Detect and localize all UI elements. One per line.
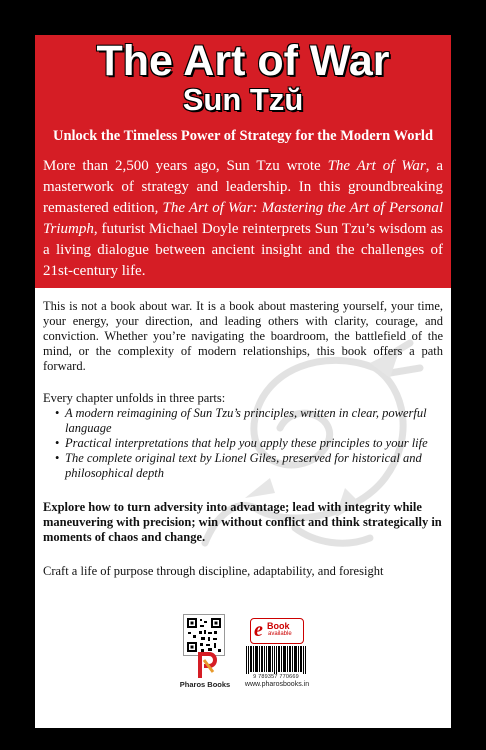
intro-text-part-2: , a masterwork of strategy and leadership. In this groundbreaking remastered edition, [43,158,443,216]
publisher-website: www.pharosbooks.in [244,681,310,688]
ebook-book-text: Book [267,621,290,631]
list-item: • Practical interpretations that help you apply these principles to your life [55,436,443,451]
chapter-parts-list [43,406,443,481]
pharos-logo-icon [193,650,221,680]
intro-panel [35,120,451,288]
chapters-intro: Every chapter unfolds in three parts: [43,391,226,405]
title-banner [35,35,451,120]
closing-line: Craft a life of purpose through discipline, adaptability, and foresight [43,564,384,578]
list-item: • A modern reimagining of Sun Tzu’s principles, written in clear, powerful language [55,406,443,436]
ebook-available-text: available [268,631,292,637]
publisher-name: Pharos Books [179,680,231,689]
intro-book-title-1: The Art of War [327,158,426,174]
list-item: • The complete original text by Lionel Giles, preserved for historical and philosophical depth [55,451,443,481]
description-content [35,288,451,579]
ebook-badge [250,618,304,644]
intro-text [43,156,443,282]
intro-book-title-2: The Art of War: Mastering the Art of Personal Triumph [43,200,443,237]
description-paragraph: This is not a book about war. It is a book about mastering yourself, your time, your energy, your direction, and leading others with clarity, courage, and conviction. Whether you’re navigating the boardroom, the battlefield of the mind, or the complexity of modern relationships, this book offers a path forward. [43,299,443,373]
ebook-e-letter: e [254,619,263,641]
book-author: Sun Tzŭ [182,82,304,117]
book-title: The Art of War [96,37,390,85]
description-panel [35,288,451,728]
intro-text-part-3: , futurist Michael Doyle reinterprets Sun Tzu’s wisdom as a living dialogue between ancient insight and the challenges of 21st-century life. [43,221,443,279]
highlight-paragraph: Explore how to turn adversity into advantage; lead with integrity while maneuvering with precision; win without conflict and think strategically in moments of chaos and change. [43,500,442,544]
barcode-icon [245,646,307,674]
intro-text-part-1: More than 2,500 years ago, Sun Tzu wrote [43,158,328,174]
isbn-number: 9 789357 770669 [253,674,299,680]
tagline: Unlock the Timeless Power of Strategy for the Modern World [52,128,434,144]
